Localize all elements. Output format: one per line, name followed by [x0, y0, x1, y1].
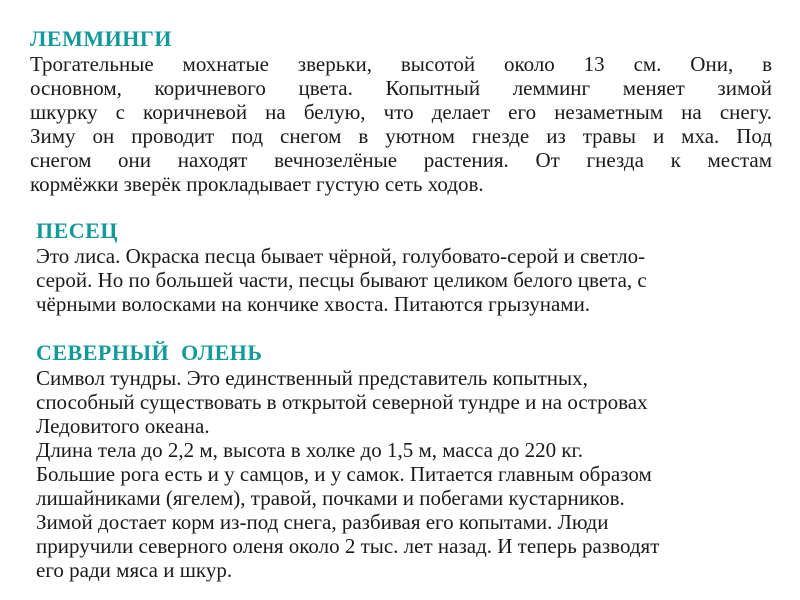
text-line: снегом они находят вечнозелёные растения. От гнезда к местам [30, 148, 772, 172]
text-line: основном, коричневого цвета. Копытный лемминг меняет зимой [30, 76, 772, 100]
section-title: ЛЕММИНГИ [30, 26, 172, 51]
section-lemmings [30, 26, 772, 196]
text-line: приручили северного оленя около 2 тыс. лет назад. И теперь разводят [36, 534, 660, 558]
text-line: кормёжки зверёк прокладывает густую сеть ходов. [30, 172, 484, 196]
text-line: Зиму он проводит под снегом в уютном гнезде из травы и мха. Под [30, 124, 772, 148]
text-line: его ради мяса и шкур. [36, 558, 233, 582]
section-reindeer [36, 340, 776, 582]
text-line: Символ тундры. Это единственный представитель копытных, [36, 366, 588, 390]
text-line: Трогательные мохнатые зверьки, высотой около 13 см. Они, в [30, 52, 772, 76]
text-line: Большие рога есть и у самцов, и у самок. Питается главным образом [36, 462, 652, 486]
section-title: СЕВЕРНЫЙ ОЛЕНЬ [36, 340, 263, 365]
text-line: шкурку с коричневой на белую, что делает его незаметным на снегу. [30, 100, 772, 124]
text-line: Длина тела до 2,2 м, высота в холке до 1,5 м, масса до 220 кг. [36, 438, 584, 462]
section-arctic-fox [36, 218, 776, 316]
text-line: Ледовитого океана. [36, 414, 210, 438]
section-title: ПЕСЕЦ [36, 218, 118, 243]
text-line: чёрными волосками на кончике хвоста. Питаются грызунами. [36, 292, 591, 316]
text-line: лишайниками (ягелем), травой, почками и побегами кустарников. [36, 486, 625, 510]
text-line: серой. Но по большей части, песцы бывают целиком белого цвета, с [36, 268, 647, 292]
text-line: Зимой достает корм из-под снега, разбивая его копытами. Люди [36, 510, 609, 534]
text-line: Это лиса. Окраска песца бывает чёрной, голубовато-серой и светло- [36, 244, 646, 268]
text-line: способный существовать в открытой северной тундре и на островах [36, 390, 648, 414]
